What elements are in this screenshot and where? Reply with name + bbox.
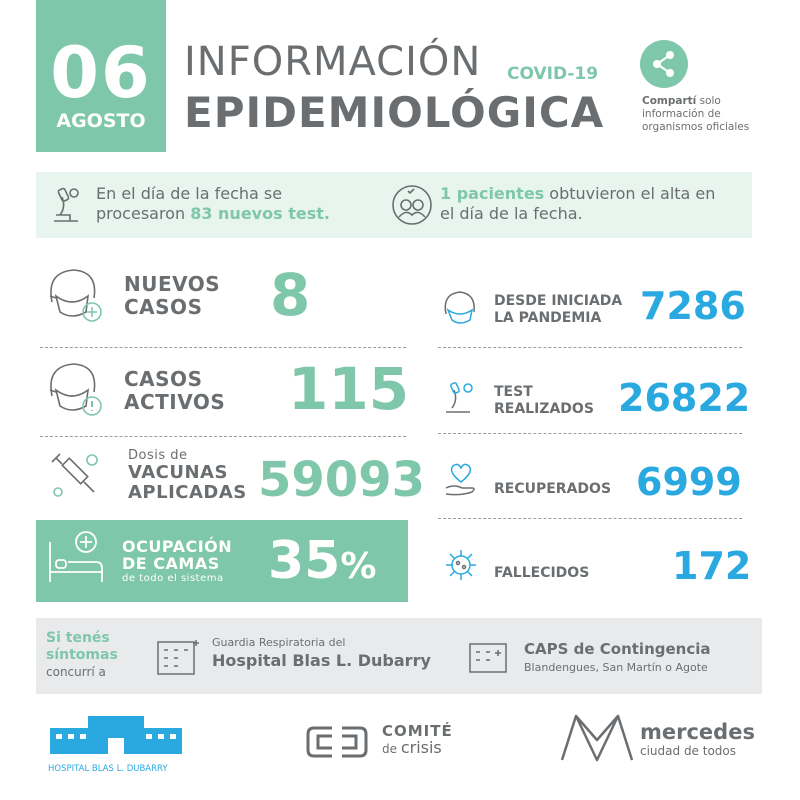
vacunas-value: 59093 [258,452,425,508]
share-icon[interactable] [640,40,688,88]
test-pre: En el día de la fecha se [96,184,283,203]
caps-text [524,640,711,674]
nuevos-casos-value: 8 [270,261,311,329]
pandemia-l1: DESDE INICIADA [494,293,623,309]
share-line2: información de [642,108,721,120]
comite-l2: crisis [400,738,442,757]
discharged-text [440,184,750,224]
vacunas-label [128,463,247,503]
nuevos-l2: CASOS [124,295,203,319]
comite-logo [304,722,374,766]
casos-activos-value: 115 [288,355,410,423]
sintomas-l3: concurrí a [46,665,106,679]
vacunas-l1: VACUNAS [128,462,228,483]
recuperados-label: RECUPERADOS [494,481,612,497]
camas-label [122,538,232,586]
test-highlight: 83 nuevos test. [190,204,330,223]
comite-l1: COMITÉ [382,722,453,740]
hospital-building-logo-icon [48,712,184,756]
daily-summary-band [36,172,752,238]
alta-highlight: 1 pacientes [440,184,545,203]
masked-face-plus-icon [42,262,108,328]
sintomas-l2: síntomas [46,647,118,663]
date-box [36,0,166,152]
microscope-icon [48,185,84,225]
guardia-l1: Guardia Respiratoria del [212,636,346,649]
test-l1: TEST [494,384,533,400]
title-informacion: INFORMACIÓN [184,39,482,85]
test-processed-text [96,184,416,224]
camas-l2: DE CAMAS [122,554,220,573]
camas-value [268,530,376,598]
sintomas-l1: Si tenés [46,630,110,646]
masked-face-alert-icon [42,356,108,422]
guardia-l2: Hospital Blas L. Dubarry [212,651,431,670]
alta-line2: el día de la fecha. [440,204,583,223]
virus-icon [442,546,480,584]
guardia-text [212,636,431,670]
microscope-small-icon [442,380,478,416]
nuevos-casos-label [124,273,220,319]
divider [40,436,406,437]
date-month: AGOSTO [56,110,146,132]
fallecidos-value: 172 [672,544,752,588]
mercedes-text [640,720,755,758]
camas-number: 35 [268,531,341,591]
heart-hand-icon [442,460,480,498]
vaccine-syringe-icon [48,450,104,502]
hospital-bed-icon [46,528,106,584]
date-day: 06 [50,32,152,114]
casos-activos-label [124,368,225,414]
mercedes-l1: mercedes [640,720,755,744]
share-rest: solo [696,95,721,107]
camas-sub: de todo el sistema [122,573,224,584]
activos-l1: CASOS [124,367,203,391]
comite-text [382,722,453,757]
hospital-logo-text: HOSPITAL BLAS L. DUBARRY [48,764,168,774]
dosis-de-label: Dosis de [128,448,188,463]
mercedes-logo [558,710,636,768]
test-value: 26822 [618,376,751,420]
share-note [642,95,782,134]
pandemia-l2: LA PANDEMIA [494,310,602,326]
caps-l2: Blandengues, San Martín o Agote [524,661,708,674]
caps-l1: CAPS de Contingencia [524,640,711,658]
hospital-building-icon [156,636,202,676]
pandemia-value: 7286 [640,284,746,328]
nuevos-l1: NUEVOS [124,272,221,296]
mercedes-l2: ciudad de todos [640,744,737,758]
symptoms-band [36,618,762,694]
divider [438,518,742,519]
masked-face-icon [440,288,480,328]
mercedes-mark-icon [558,710,636,764]
recuperados-value: 6999 [636,460,742,504]
test-label [494,384,594,418]
symptoms-text [46,630,118,681]
divider [438,347,742,348]
hospital-logo [48,712,194,774]
alta-rest: obtuvieron el alta en [544,184,716,203]
bed-occupancy-panel [36,520,408,602]
vacunas-l2: APLICADAS [128,482,247,503]
caps-building-icon [468,640,510,674]
divider [438,433,742,434]
fallecidos-label: FALLECIDOS [494,565,590,581]
activos-l2: ACTIVOS [124,390,226,414]
title-epidemiologica: EPIDEMIOLÓGICA [184,88,605,137]
divider [40,347,406,348]
comite-mark-icon [304,722,374,762]
camas-l1: OCUPACIÓN [122,537,233,556]
share-bold: Compartí [642,95,697,107]
share-line3: organismos oficiales [642,121,750,133]
comite-de: de [382,742,401,756]
covid-label: COVID-19 [507,64,599,84]
test-mid: procesaron [96,204,191,223]
pandemia-label [494,293,622,327]
test-l2: REALIZADOS [494,401,594,417]
camas-percent: % [340,546,377,587]
patients-discharged-icon [390,183,434,227]
